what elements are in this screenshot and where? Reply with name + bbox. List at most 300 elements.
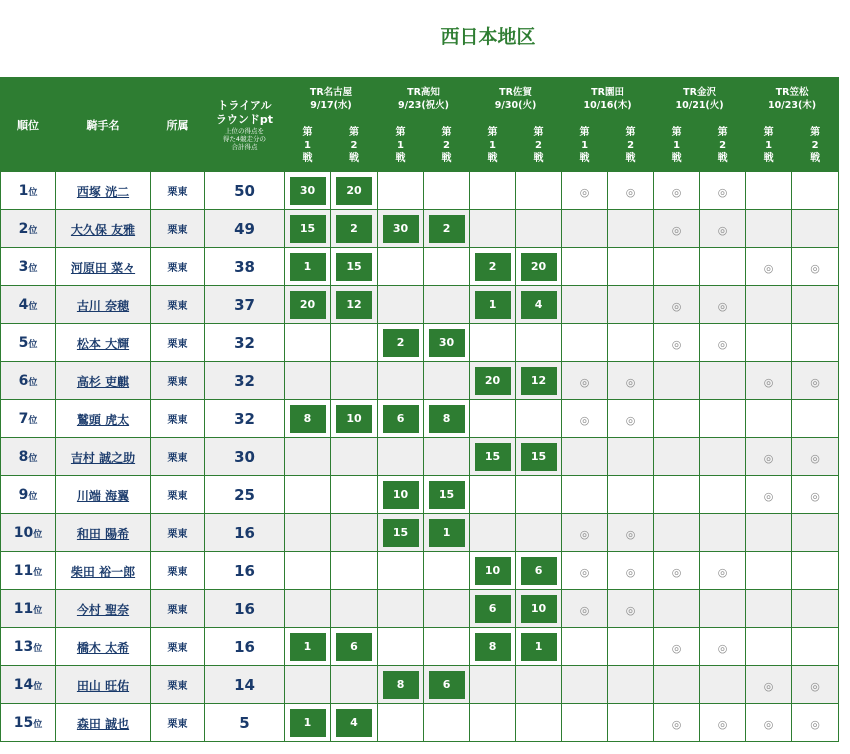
round-cell [516,324,562,362]
round-cell [285,628,331,666]
round-cell [331,552,378,590]
round-cell [285,362,331,400]
round-cell [654,210,700,248]
round-cell [792,476,839,514]
round-cell [285,666,331,704]
rank-cell: 7位 [1,400,56,438]
points-cell: 32 [205,362,285,400]
score-box: 6 [383,405,419,433]
round-cell [562,704,608,742]
round-cell [378,666,424,704]
round-cell [562,438,608,476]
round-cell [470,248,516,286]
points-cell: 16 [205,590,285,628]
rider-name-link[interactable]: 松本 大輝 [76,337,130,351]
round-cell [608,286,654,324]
rank-cell: 13位 [1,628,56,666]
rider-cell [56,438,151,476]
round-cell [285,286,331,324]
points-cell: 14 [205,666,285,704]
points-cell: 30 [205,438,285,476]
scheduled-mark-icon: ◎ [625,566,636,579]
round-cell [746,210,792,248]
round-cell [378,210,424,248]
event-header: TR笠松 10/23(木) [746,78,839,120]
standings-body [1,172,839,742]
points-cell: 5 [205,704,285,742]
score-box: 15 [336,253,372,281]
affiliation-cell: 栗東 [151,362,205,400]
rider-name-link[interactable]: 古川 奈穂 [76,299,130,313]
score-box: 6 [475,595,511,623]
scheduled-mark-icon: ◎ [763,452,774,465]
round-cell [285,590,331,628]
round-cell [516,210,562,248]
round-cell [470,590,516,628]
round-cell [378,286,424,324]
points-cell: 32 [205,400,285,438]
round-cell [378,438,424,476]
affiliation-cell: 栗東 [151,590,205,628]
round-cell [700,552,746,590]
round-cell [424,628,470,666]
rider-cell [56,172,151,210]
rider-cell [56,704,151,742]
score-box: 2 [475,253,511,281]
table-row [1,628,839,666]
round-cell [378,324,424,362]
scheduled-mark-icon: ◎ [717,566,728,579]
rider-name-link[interactable]: 今村 聖奈 [76,603,130,617]
scheduled-mark-icon: ◎ [625,186,636,199]
score-box: 2 [336,215,372,243]
rank-cell: 11位 [1,590,56,628]
round-cell [516,286,562,324]
points-cell: 38 [205,248,285,286]
round-cell [654,286,700,324]
round-cell [562,210,608,248]
round-cell [700,704,746,742]
scheduled-mark-icon: ◎ [579,604,590,617]
round-cell [516,476,562,514]
rank-cell: 11位 [1,552,56,590]
affiliation-cell: 栗東 [151,210,205,248]
score-box: 15 [475,443,511,471]
round-cell [331,400,378,438]
round-cell [746,552,792,590]
scheduled-mark-icon: ◎ [717,186,728,199]
round-cell [746,400,792,438]
round-cell [562,628,608,666]
round-cell [285,210,331,248]
round-cell [792,514,839,552]
round-cell [700,210,746,248]
score-box: 8 [429,405,465,433]
round-cell [331,210,378,248]
scheduled-mark-icon: ◎ [810,452,820,465]
table-row [1,362,839,400]
rider-name-link[interactable]: 和田 陽希 [76,527,130,541]
round-cell [654,172,700,210]
affiliation-cell: 栗東 [151,324,205,362]
round-cell [700,172,746,210]
round-cell [700,666,746,704]
round-cell [331,248,378,286]
scheduled-mark-icon: ◎ [810,490,820,503]
round-cell [331,628,378,666]
round-cell [608,476,654,514]
round-cell [654,704,700,742]
score-box: 1 [429,519,465,547]
round-cell [792,362,839,400]
round-cell [331,476,378,514]
round-cell [424,438,470,476]
round-cell [331,324,378,362]
score-box: 30 [290,177,326,205]
round-cell [608,590,654,628]
round-cell [378,476,424,514]
score-box: 1 [290,253,326,281]
affiliation-cell: 栗東 [151,552,205,590]
round-cell [424,666,470,704]
event-header: TR高知 9/23(祝火) [378,78,470,120]
round-cell [470,286,516,324]
score-box: 4 [336,709,372,737]
affiliation-cell: 栗東 [151,400,205,438]
table-row [1,210,839,248]
round-cell [608,666,654,704]
round-cell [516,172,562,210]
round-cell [424,552,470,590]
round-cell [792,590,839,628]
rider-cell [56,362,151,400]
round-header: 第 2 戦 [608,120,654,172]
scheduled-mark-icon: ◎ [579,376,590,389]
round-cell [470,476,516,514]
round-cell [378,590,424,628]
score-box: 10 [383,481,419,509]
scheduled-mark-icon: ◎ [625,376,636,389]
round-cell [792,704,839,742]
rider-name-link[interactable]: 吉村 誠之助 [70,451,136,465]
table-row [1,286,839,324]
round-header: 第 1 戦 [746,120,792,172]
round-cell [608,362,654,400]
affiliation-cell: 栗東 [151,248,205,286]
points-cell: 25 [205,476,285,514]
round-cell [654,362,700,400]
round-cell [608,248,654,286]
round-cell [746,704,792,742]
round-cell [516,666,562,704]
rank-cell: 10位 [1,514,56,552]
round-cell [700,476,746,514]
header-rider: 騎手名 [56,78,151,172]
round-cell [424,324,470,362]
round-cell [285,400,331,438]
score-box: 20 [290,291,326,319]
score-box: 6 [429,671,465,699]
rider-name-link[interactable]: 大久保 友雅 [70,223,136,237]
rider-name-link[interactable]: 河原田 菜々 [70,261,136,275]
round-cell [562,248,608,286]
round-cell [424,172,470,210]
round-cell [470,324,516,362]
scheduled-mark-icon: ◎ [579,528,590,541]
score-box: 1 [290,633,326,661]
rank-cell: 5位 [1,324,56,362]
rank-cell: 1位 [1,172,56,210]
round-cell [792,248,839,286]
round-cell [470,400,516,438]
round-cell [700,590,746,628]
round-cell [700,514,746,552]
round-cell [424,210,470,248]
header-affiliation: 所属 [151,78,205,172]
score-box: 20 [521,253,557,281]
round-cell [516,362,562,400]
rider-name-link[interactable]: 鷲頭 虎太 [76,413,130,427]
round-cell [654,590,700,628]
scheduled-mark-icon: ◎ [625,528,636,541]
header-points-note1: 上位の得点を [225,126,264,135]
scheduled-mark-icon: ◎ [671,338,682,351]
round-cell [654,552,700,590]
round-cell [746,666,792,704]
round-cell [608,324,654,362]
affiliation-cell: 栗東 [151,514,205,552]
header-points [205,78,285,172]
rider-cell [56,286,151,324]
event-header: TR園田 10/16(木) [562,78,654,120]
header-rank: 順位 [1,78,56,172]
rider-name-link[interactable]: 田山 旺佑 [76,679,130,693]
round-cell [746,324,792,362]
round-cell [424,362,470,400]
header-points-note3: 合計得点 [231,142,258,151]
round-cell [378,628,424,666]
round-cell [424,286,470,324]
scheduled-mark-icon: ◎ [717,338,728,351]
round-cell [516,628,562,666]
scheduled-mark-icon: ◎ [717,642,728,655]
round-cell [700,438,746,476]
header-points-line2: ラウンドpt [215,112,274,126]
score-box: 20 [475,367,511,395]
round-cell [378,704,424,742]
round-cell [608,210,654,248]
score-box: 10 [521,595,557,623]
rank-cell: 2位 [1,210,56,248]
scheduled-mark-icon: ◎ [717,718,728,731]
round-cell [562,324,608,362]
round-cell [746,438,792,476]
rider-name-link[interactable]: 高杉 吏麒 [76,375,130,389]
score-box: 8 [290,405,326,433]
scheduled-mark-icon: ◎ [717,300,728,313]
round-cell [516,590,562,628]
round-cell [654,628,700,666]
points-cell: 50 [205,172,285,210]
rank-cell: 14位 [1,666,56,704]
round-cell [654,248,700,286]
round-cell [378,172,424,210]
score-box: 4 [521,291,557,319]
round-cell [746,590,792,628]
score-box: 12 [336,291,372,319]
affiliation-cell: 栗東 [151,172,205,210]
rider-name-link[interactable]: 西塚 洸二 [76,185,130,199]
scheduled-mark-icon: ◎ [671,224,682,237]
score-box: 10 [336,405,372,433]
scheduled-mark-icon: ◎ [717,224,728,237]
round-cell [792,286,839,324]
table-row [1,172,839,210]
round-cell [792,400,839,438]
table-header [1,78,839,172]
round-cell [285,438,331,476]
round-cell [331,704,378,742]
round-cell [470,552,516,590]
round-cell [562,286,608,324]
scheduled-mark-icon: ◎ [763,718,774,731]
round-cell [470,362,516,400]
scheduled-mark-icon: ◎ [810,376,820,389]
score-box: 20 [336,177,372,205]
table-row [1,666,839,704]
score-box: 12 [521,367,557,395]
rank-cell: 6位 [1,362,56,400]
scheduled-mark-icon: ◎ [763,680,774,693]
rider-cell [56,628,151,666]
round-cell [424,476,470,514]
rider-name-link[interactable]: 柴田 裕一郎 [70,565,136,579]
score-box: 6 [521,557,557,585]
round-cell [792,324,839,362]
round-cell [378,552,424,590]
round-cell [378,248,424,286]
affiliation-cell: 栗東 [151,704,205,742]
round-cell [331,590,378,628]
rider-name-link[interactable]: 川端 海翼 [76,489,130,503]
round-cell [746,286,792,324]
rider-cell [56,666,151,704]
table-row [1,400,839,438]
round-cell [746,362,792,400]
scheduled-mark-icon: ◎ [579,414,590,427]
round-cell [331,362,378,400]
scheduled-mark-icon: ◎ [579,566,590,579]
round-cell [285,514,331,552]
round-cell [654,324,700,362]
round-cell [792,210,839,248]
round-header: 第 1 戦 [470,120,516,172]
affiliation-cell: 栗東 [151,628,205,666]
round-cell [700,248,746,286]
rider-name-link[interactable]: 橋木 太希 [76,641,130,655]
scheduled-mark-icon: ◎ [625,604,636,617]
scheduled-mark-icon: ◎ [763,490,774,503]
rank-cell: 3位 [1,248,56,286]
round-cell [424,590,470,628]
event-header: TR佐賀 9/30(火) [470,78,562,120]
round-cell [285,248,331,286]
round-header: 第 2 戦 [700,120,746,172]
rider-name-link[interactable]: 森田 誠也 [76,717,130,731]
rank-cell: 9位 [1,476,56,514]
points-cell: 37 [205,286,285,324]
round-cell [700,324,746,362]
standings-table [0,77,839,742]
event-header: TR名古屋 9/17(水) [285,78,378,120]
score-box: 6 [336,633,372,661]
scheduled-mark-icon: ◎ [671,642,682,655]
round-cell [424,400,470,438]
affiliation-cell: 栗東 [151,438,205,476]
round-cell [331,172,378,210]
table-row [1,514,839,552]
round-cell [285,172,331,210]
scheduled-mark-icon: ◎ [625,414,636,427]
round-cell [470,438,516,476]
table-row [1,248,839,286]
round-cell [746,514,792,552]
table-row [1,476,839,514]
table-row [1,704,839,742]
round-cell [562,476,608,514]
round-cell [516,704,562,742]
points-cell: 16 [205,628,285,666]
round-cell [424,514,470,552]
round-cell [516,248,562,286]
round-cell [378,400,424,438]
round-cell [470,210,516,248]
round-cell [700,628,746,666]
score-box: 15 [521,443,557,471]
round-cell [654,514,700,552]
points-cell: 32 [205,324,285,362]
round-cell [285,704,331,742]
round-cell [331,666,378,704]
score-box: 2 [429,215,465,243]
round-cell [516,514,562,552]
rider-cell [56,210,151,248]
table-row [1,438,839,476]
round-header: 第 2 戦 [424,120,470,172]
round-cell [562,400,608,438]
round-header: 第 2 戦 [516,120,562,172]
scheduled-mark-icon: ◎ [671,186,682,199]
round-cell [562,666,608,704]
rider-cell [56,400,151,438]
round-cell [378,362,424,400]
rider-cell [56,514,151,552]
round-cell [700,286,746,324]
score-box: 30 [383,215,419,243]
score-box: 10 [475,557,511,585]
round-cell [792,172,839,210]
round-cell [654,666,700,704]
round-cell [470,172,516,210]
round-cell [470,514,516,552]
scheduled-mark-icon: ◎ [763,262,774,275]
round-cell [792,628,839,666]
event-header: TR金沢 10/21(火) [654,78,746,120]
round-cell [746,172,792,210]
round-cell [470,628,516,666]
round-cell [608,400,654,438]
round-cell [608,552,654,590]
